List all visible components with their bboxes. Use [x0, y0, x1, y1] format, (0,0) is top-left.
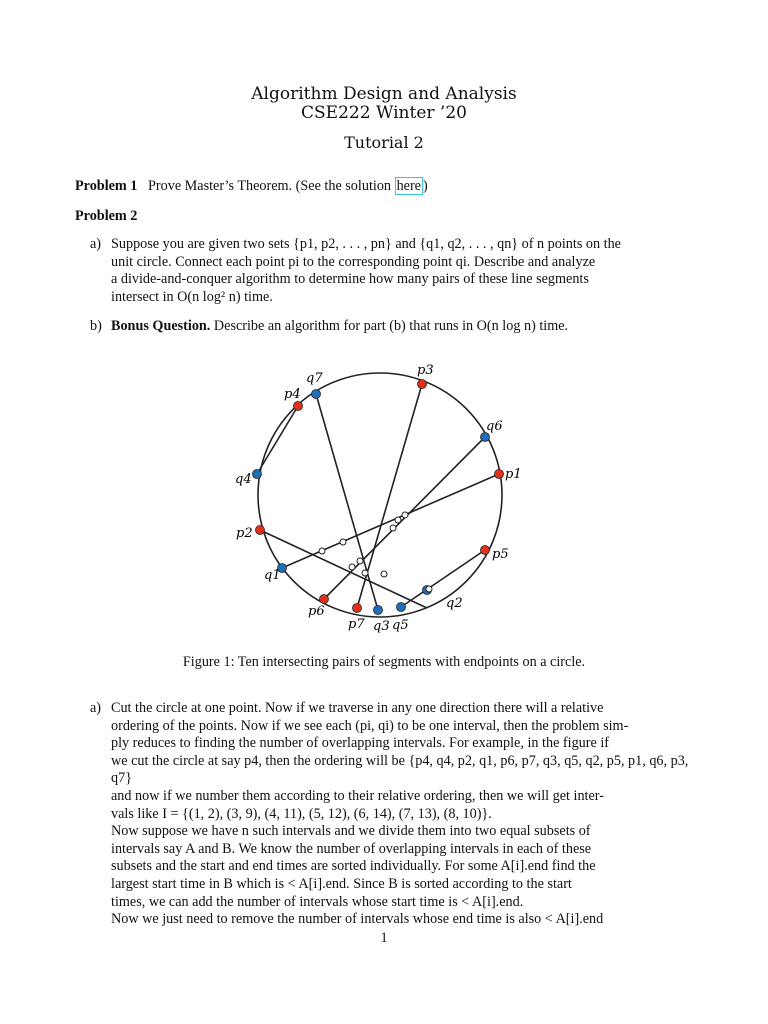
- solution-line: intervals say A and B. We know the number of overlapping intervals in each of these: [111, 840, 592, 857]
- endpoint-q7: [312, 390, 321, 399]
- page-number: 1: [380, 930, 388, 946]
- intersection-point: [319, 548, 325, 554]
- endpoint-label-p7: p7: [348, 617, 365, 632]
- endpoint-label-q6: q6: [486, 419, 503, 434]
- intersecting-segments-figure: [220, 360, 540, 640]
- figure-caption: Figure 1: Ten intersecting pairs of segments with endpoints on a circle.: [182, 654, 586, 670]
- problem-2a-line: unit circle. Connect each point pi to the corresponding point qi. Describe and analyze: [111, 253, 596, 270]
- endpoint-label-q4: q4: [235, 472, 252, 487]
- course-title: CSE222 Winter ’20: [301, 103, 467, 123]
- endpoint-q3: [374, 606, 383, 615]
- solution-line: largest start time in B which is < A[i].end. Since B is sorted according to the start: [111, 875, 572, 892]
- problem-1: [75, 178, 428, 196]
- solution-a-label: a): [90, 700, 102, 716]
- problem-1-label: Problem 1: [75, 178, 138, 194]
- solution-line: ply reduces to finding the number of overlapping intervals. For example, in the figure if: [111, 735, 610, 752]
- endpoint-p1: [495, 470, 504, 479]
- problem-2a-label: a): [90, 236, 102, 252]
- problem-2a-line: Suppose you are given two sets {p1, p2, . . . , pn} and {q1, q2, . . . , qn} of n points on the: [111, 236, 621, 252]
- endpoint-p6: [320, 595, 329, 604]
- endpoint-label-p3: p3: [417, 363, 434, 378]
- endpoint-label-p5: p5: [492, 547, 509, 562]
- segment-p4-q4: [257, 406, 298, 474]
- intersection-point: [426, 586, 432, 592]
- solution-link[interactable]: here: [396, 178, 421, 194]
- problem-2a-line: intersect in O(n log² n) time.: [111, 288, 273, 305]
- endpoint-label-q3: q3: [373, 619, 390, 634]
- intersection-point: [357, 558, 363, 564]
- endpoint-label-p6: p6: [308, 604, 325, 619]
- solution-line: Cut the circle at one point. Now if we traverse in any one direction there will a relative: [111, 700, 604, 716]
- solution-line: Now we just need to remove the number of intervals whose end time is also < A[i].end: [111, 911, 604, 928]
- intersection-point: [349, 564, 355, 570]
- endpoint-label-p4: p4: [284, 387, 301, 402]
- bonus-question-text: Describe an algorithm for part (b) that runs in O(n log n) time.: [213, 318, 569, 334]
- endpoint-label-q7: q7: [306, 371, 323, 386]
- endpoint-q5: [397, 603, 406, 612]
- intersection-point: [362, 570, 368, 576]
- problem-2-label: Problem 2: [75, 208, 138, 224]
- problem-2b-label: b): [90, 318, 102, 334]
- endpoint-label-q1: q1: [264, 568, 281, 583]
- unit-circle: [258, 373, 502, 617]
- endpoint-p5: [481, 546, 490, 555]
- solution-line: we cut the circle at say p4, then the ordering will be {p4, q4, p2, q1, p6, p7, q3, q5, q2, p5, p1, q6, p3, q7}: [111, 752, 689, 787]
- problem-1-text: Prove Master’s Theorem. (See the solution: [148, 178, 395, 194]
- intersection-point: [402, 512, 408, 518]
- segments: [257, 384, 499, 610]
- endpoint-label-p1: p1: [505, 467, 522, 482]
- tutorial-title: Tutorial 2: [344, 133, 424, 152]
- solution-line: subsets and the start and end times are sorted individually. For some A[i].end find the: [111, 858, 596, 875]
- solution-line: Now suppose we have n such intervals and we divide them into two equal subsets of: [111, 823, 591, 840]
- endpoint-p3: [418, 380, 427, 389]
- segment-q1-p1: [282, 474, 499, 568]
- intersection-point: [381, 571, 387, 577]
- intersection-point: [340, 539, 346, 545]
- endpoint-p2: [256, 526, 265, 535]
- problem-1-text-end: ): [422, 178, 428, 194]
- problem-2b-text: [111, 318, 691, 336]
- segment-q3-q7: [316, 394, 378, 610]
- document-title: Algorithm Design and Analysis: [251, 84, 517, 104]
- problem-2a-text: [111, 236, 691, 306]
- endpoint-markers: [235, 363, 522, 634]
- bonus-question-label: Bonus Question.: [111, 318, 211, 334]
- solution-line: and now if we number them according to their relative ordering, then we will get inter-: [111, 787, 604, 804]
- endpoint-label-q2: q2: [446, 596, 463, 611]
- endpoint-p7: [353, 604, 362, 613]
- solution-line: times, we can add the number of intervals whose start time is < A[i].end.: [111, 893, 524, 910]
- solution-line: ordering of the points. Now if we see each (pi, qi) to be one interval, then the problem sim-: [111, 717, 629, 734]
- intersection-point: [390, 525, 396, 531]
- endpoint-q4: [253, 470, 262, 479]
- intersection-point: [395, 517, 401, 523]
- endpoint-label-p2: p2: [236, 526, 253, 541]
- endpoint-p4: [294, 402, 303, 411]
- segment-q5-p5: [401, 550, 485, 607]
- problem-2a-line: a divide-and-conquer algorithm to determine how many pairs of these line segments: [111, 271, 589, 288]
- intersection-markers: [319, 512, 432, 592]
- endpoint-label-q5: q5: [392, 618, 409, 633]
- solution-text: [111, 700, 703, 929]
- solution-line: vals like I = {(1, 2), (3, 9), (4, 11), (5, 12), (6, 14), (7, 13), (8, 10)}.: [111, 805, 492, 822]
